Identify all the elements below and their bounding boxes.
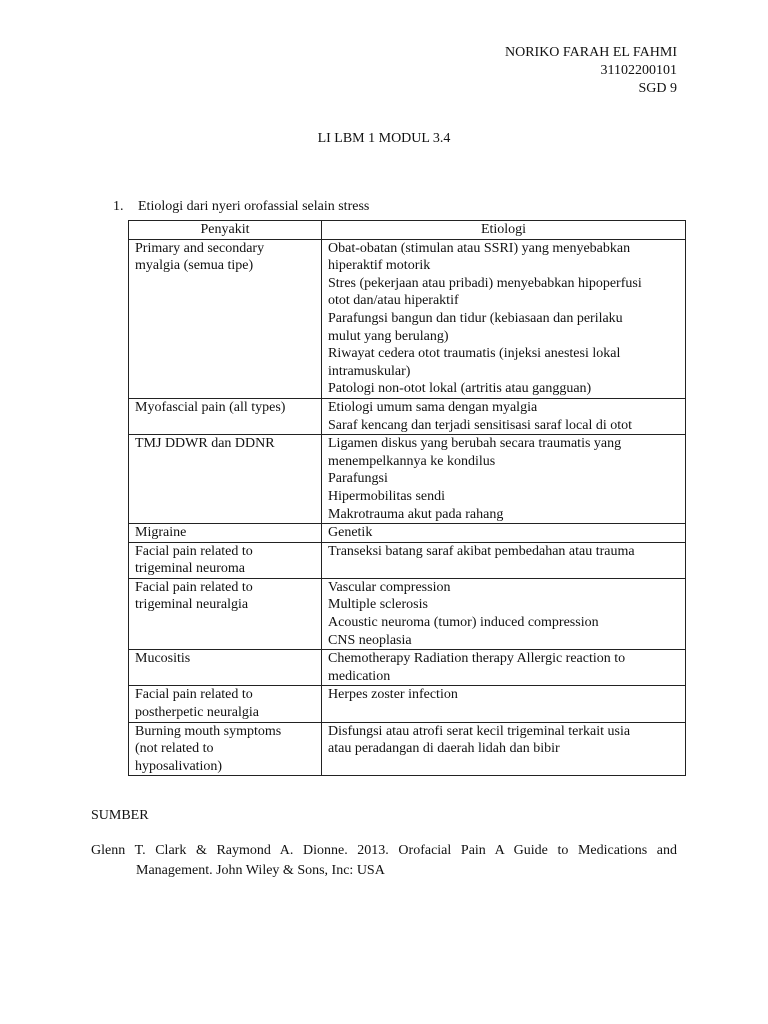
etiologi-line: atau peradangan di daerah lidah dan bibir bbox=[328, 741, 560, 757]
etiologi-line: Transeksi batang saraf akibat pembedahan atau trauma bbox=[328, 543, 635, 559]
penyakit-line: (not related to bbox=[135, 741, 214, 757]
penyakit-line: Primary and secondary bbox=[135, 240, 265, 256]
penyakit-line: Facial pain related to bbox=[135, 579, 253, 595]
table-body bbox=[129, 239, 686, 776]
etiologi-cell bbox=[322, 686, 686, 722]
etiologi-line: Obat-obatan (stimulan atau SSRI) yang menyebabkan bbox=[328, 240, 631, 256]
etiologi-cell bbox=[322, 239, 686, 398]
etiologi-line: Ligamen diskus yang berubah secara traumatis yang bbox=[328, 436, 622, 452]
penyakit-line: Facial pain related to bbox=[135, 543, 253, 559]
etiologi-line: CNS neoplasia bbox=[328, 632, 412, 648]
table-row bbox=[129, 686, 686, 722]
penyakit-cell bbox=[129, 542, 322, 578]
penyakit-line: Burning mouth symptoms bbox=[135, 723, 282, 739]
author-name: NORIKO FARAH EL FAHMI bbox=[504, 45, 677, 60]
etiologi-line: Vascular compression bbox=[328, 579, 451, 595]
table-row bbox=[129, 524, 686, 543]
penyakit-cell bbox=[129, 686, 322, 722]
reference-line-1: Glenn T. Clark & Raymond A. Dionne. 2013. Orofacial Pain A Guide to Medications and bbox=[91, 843, 677, 858]
etiologi-line: Hipermobilitas sendi bbox=[328, 488, 446, 504]
etiologi-line: mulut yang berulang) bbox=[328, 328, 449, 344]
penyakit-line: trigeminal neuralgia bbox=[135, 597, 249, 613]
table-row bbox=[129, 722, 686, 776]
etiologi-line: Chemotherapy Radiation therapy Allergic reaction to bbox=[328, 651, 626, 667]
etiologi-cell bbox=[322, 398, 686, 434]
table-row bbox=[129, 435, 686, 524]
column-header-etiologi: Etiologi bbox=[322, 221, 686, 240]
etiologi-cell bbox=[322, 542, 686, 578]
penyakit-line: TMJ DDWR dan DDNR bbox=[135, 436, 275, 452]
etiologi-line: otot dan/atau hiperaktif bbox=[328, 293, 459, 309]
etiologi-cell bbox=[322, 524, 686, 543]
penyakit-line: Migraine bbox=[135, 525, 187, 541]
question-number: 1. bbox=[113, 199, 124, 214]
study-group: SGD 9 bbox=[638, 81, 677, 96]
sources-heading: SUMBER bbox=[91, 808, 149, 823]
etiologi-line: Makrotrauma akut pada rahang bbox=[328, 506, 504, 522]
etiologi-line: menempelkannya ke kondilus bbox=[328, 453, 496, 469]
document-title: LI LBM 1 MODUL 3.4 bbox=[317, 131, 451, 146]
table-row bbox=[129, 542, 686, 578]
etiologi-line: medication bbox=[328, 668, 391, 684]
penyakit-cell bbox=[129, 398, 322, 434]
table-header-row bbox=[129, 221, 686, 240]
table-row bbox=[129, 578, 686, 649]
etiologi-line: Disfungsi atau atrofi serat kecil trigeminal terkait usia bbox=[328, 723, 631, 739]
penyakit-cell bbox=[129, 524, 322, 543]
etiologi-cell bbox=[322, 722, 686, 776]
etiologi-line: Etiologi umum sama dengan myalgia bbox=[328, 399, 538, 415]
penyakit-cell bbox=[129, 578, 322, 649]
question-item bbox=[113, 199, 369, 215]
table-row bbox=[129, 398, 686, 434]
penyakit-line: trigeminal neuroma bbox=[135, 561, 246, 577]
etiologi-line: Genetik bbox=[328, 525, 373, 541]
penyakit-line: myalgia (semua tipe) bbox=[135, 258, 254, 274]
penyakit-cell bbox=[129, 650, 322, 686]
etiologi-line: hiperaktif motorik bbox=[328, 258, 431, 274]
etiologi-line: Acoustic neuroma (tumor) induced compression bbox=[328, 615, 599, 631]
penyakit-cell bbox=[129, 239, 322, 398]
etiologi-line: Saraf kencang dan terjadi sensitisasi saraf local di otot bbox=[328, 417, 633, 433]
penyakit-line: Facial pain related to bbox=[135, 687, 253, 703]
penyakit-cell bbox=[129, 435, 322, 524]
question-text: Etiologi dari nyeri orofassial selain stress bbox=[138, 199, 370, 214]
penyakit-line: postherpetic neuralgia bbox=[135, 705, 260, 721]
penyakit-cell bbox=[129, 722, 322, 776]
column-header-penyakit: Penyakit bbox=[129, 221, 322, 240]
etiologi-cell bbox=[322, 650, 686, 686]
penyakit-line: hyposalivation) bbox=[135, 758, 223, 774]
etiologi-line: Riwayat cedera otot traumatis (injeksi anestesi lokal bbox=[328, 346, 621, 362]
etiologi-cell bbox=[322, 578, 686, 649]
etiology-table bbox=[128, 220, 686, 776]
etiologi-line: Patologi non-otot lokal (artritis atau gangguan) bbox=[328, 381, 592, 397]
table-row bbox=[129, 239, 686, 398]
student-id: 31102200101 bbox=[600, 63, 677, 78]
etiologi-line: Herpes zoster infection bbox=[328, 687, 458, 703]
author-header bbox=[505, 44, 677, 98]
etiologi-line: Multiple sclerosis bbox=[328, 597, 428, 613]
reference-entry bbox=[91, 841, 677, 881]
table-row bbox=[129, 650, 686, 686]
penyakit-line: Myofascial pain (all types) bbox=[135, 399, 286, 415]
etiologi-cell bbox=[322, 435, 686, 524]
etiologi-line: Parafungsi bbox=[328, 471, 388, 487]
etiologi-line: Stres (pekerjaan atau pribadi) menyebabkan hipoperfusi bbox=[328, 275, 642, 291]
etiologi-line: intramuskular) bbox=[328, 363, 411, 379]
etiologi-line: Parafungsi bangun dan tidur (kebiasaan dan perilaku bbox=[328, 310, 623, 326]
penyakit-line: Mucositis bbox=[135, 651, 191, 667]
reference-line-2: Management. John Wiley & Sons, Inc: USA bbox=[136, 863, 385, 878]
